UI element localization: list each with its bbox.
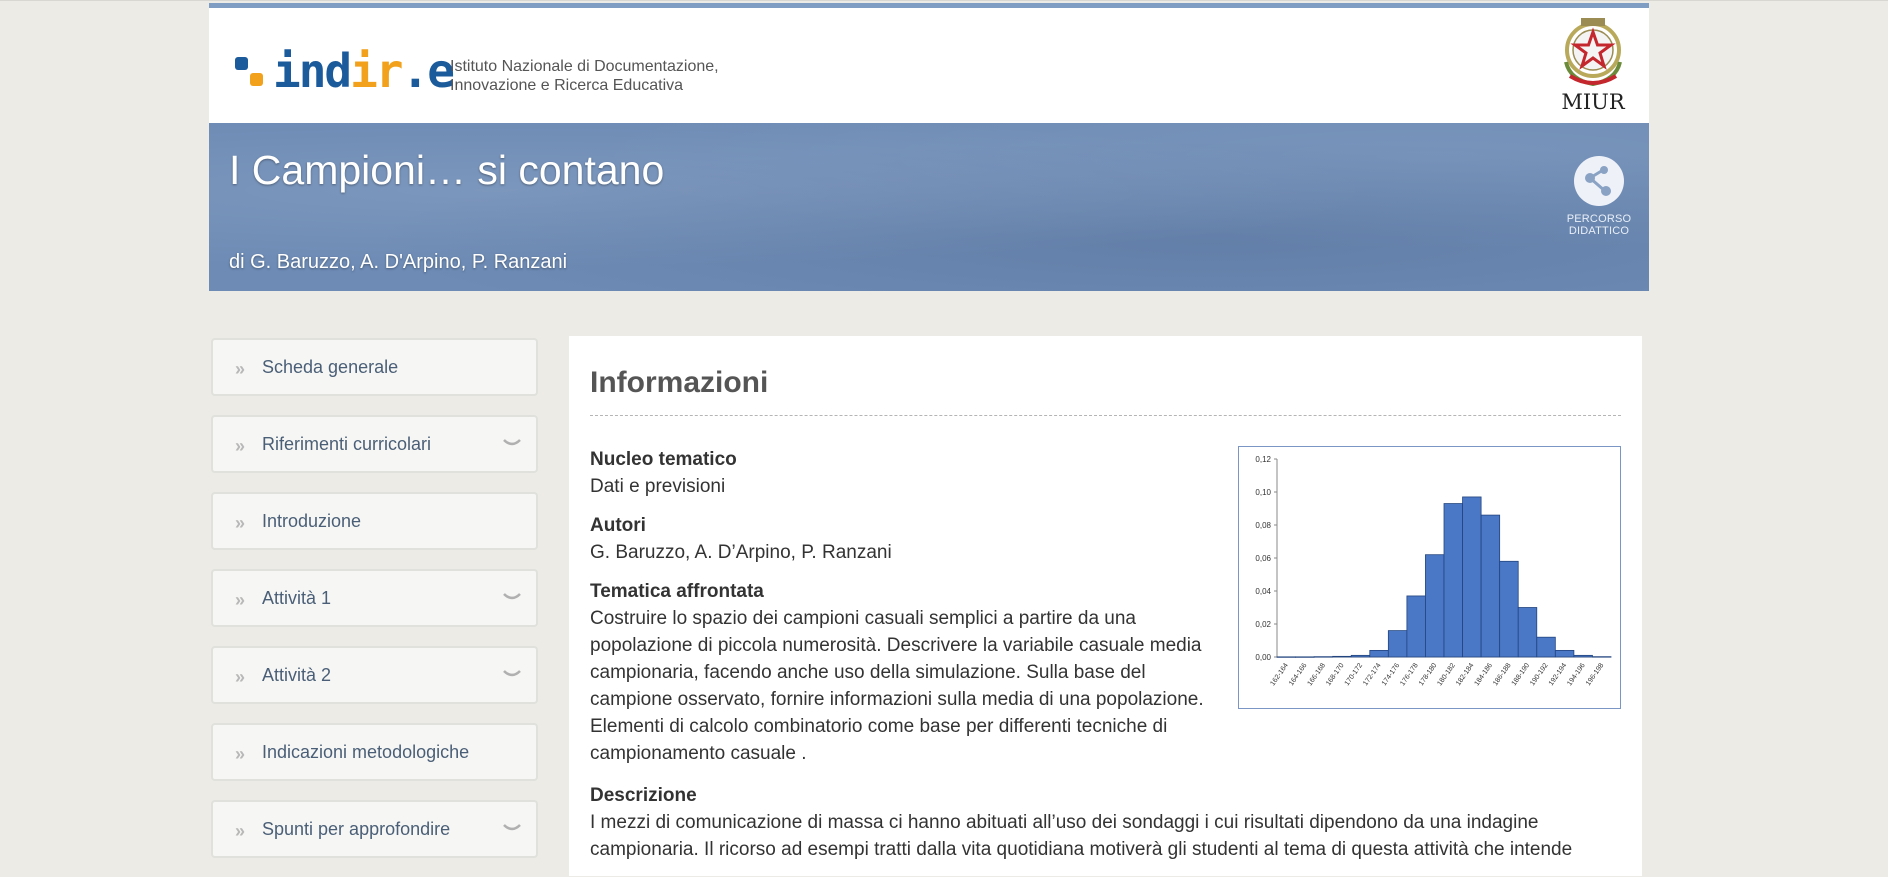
histogram-bar bbox=[1555, 650, 1574, 657]
x-tick-label: 194-196 bbox=[1566, 662, 1587, 688]
x-tick-label: 186-188 bbox=[1492, 662, 1513, 688]
section-title: Informazioni bbox=[590, 366, 769, 399]
histogram-bar bbox=[1425, 555, 1444, 657]
institute-line-2: Innovazione e Ricerca Educativa bbox=[450, 77, 684, 94]
x-tick-label: 184-186 bbox=[1473, 662, 1495, 688]
histogram-bar bbox=[1444, 504, 1463, 657]
double-chevron-right-icon: » bbox=[235, 359, 244, 379]
institute-name bbox=[450, 57, 719, 95]
histogram-bar bbox=[1351, 655, 1370, 657]
sidebar-item-label: Indicazioni metodologiche bbox=[262, 742, 470, 762]
y-tick-label: 0,00 bbox=[1255, 653, 1271, 662]
y-tick-label: 0,10 bbox=[1255, 488, 1271, 497]
descrizione-heading: Descrizione bbox=[590, 785, 697, 806]
chevron-down-icon[interactable] bbox=[503, 824, 521, 834]
sidebar-item-indicazioni-metodologiche[interactable] bbox=[211, 723, 538, 781]
y-tick-label: 0,04 bbox=[1255, 587, 1271, 596]
percorso-didattico-badge[interactable] bbox=[1563, 156, 1635, 237]
page-title: I Campioni… si contano bbox=[229, 147, 665, 193]
tematica-heading: Tematica affrontata bbox=[590, 581, 764, 602]
share-icon bbox=[1574, 156, 1624, 206]
autori bbox=[590, 512, 1230, 566]
histogram-bar bbox=[1333, 656, 1352, 657]
logo-wordmark: indir.e bbox=[273, 44, 453, 98]
sidebar-item-label: Attività 1 bbox=[262, 588, 332, 608]
sidebar-item-scheda-generale[interactable] bbox=[211, 338, 538, 396]
distribution-chart[interactable] bbox=[1238, 446, 1621, 709]
nucleo-value: Dati e previsioni bbox=[590, 476, 726, 497]
x-tick-label: 166-168 bbox=[1306, 662, 1328, 688]
main-content bbox=[569, 336, 1642, 876]
x-tick-label: 172-174 bbox=[1362, 662, 1383, 688]
sidebar-item-spunti-per-approfondire[interactable] bbox=[211, 800, 538, 858]
sidebar-item-label: Attività 2 bbox=[262, 665, 332, 685]
histogram-bar bbox=[1500, 561, 1519, 657]
histogram-bar bbox=[1463, 497, 1482, 657]
histogram-bar bbox=[1296, 657, 1315, 658]
x-tick-label: 176-178 bbox=[1399, 662, 1420, 688]
x-tick-label: 196-198 bbox=[1584, 662, 1606, 688]
y-tick-label: 0,02 bbox=[1255, 620, 1271, 629]
sidebar-item-attivita-1[interactable] bbox=[211, 569, 538, 627]
tematica-affrontata bbox=[590, 578, 1230, 767]
divider bbox=[590, 415, 1621, 416]
histogram-bar bbox=[1314, 657, 1333, 658]
double-chevron-right-icon: » bbox=[235, 821, 244, 841]
double-chevron-right-icon: » bbox=[235, 513, 244, 533]
chevron-down-icon[interactable] bbox=[503, 593, 521, 603]
nucleo-heading: Nucleo tematico bbox=[590, 449, 737, 470]
x-tick-label: 192-194 bbox=[1547, 662, 1569, 688]
x-tick-label: 180-182 bbox=[1436, 662, 1457, 688]
x-tick-label: 164-166 bbox=[1287, 662, 1309, 688]
autori-heading: Autori bbox=[590, 515, 646, 536]
histogram-bar bbox=[1592, 657, 1611, 658]
x-tick-label: 168-170 bbox=[1325, 662, 1346, 688]
top-border bbox=[0, 0, 1888, 1]
x-tick-label: 188-190 bbox=[1510, 662, 1532, 688]
histogram-chart bbox=[1239, 447, 1620, 708]
x-tick-label: 174-176 bbox=[1380, 662, 1402, 688]
emblem-icon bbox=[1556, 12, 1630, 92]
miur-label: MIUR bbox=[1561, 90, 1625, 114]
histogram-bar bbox=[1574, 655, 1593, 657]
sidebar-item-label: Riferimenti curricolari bbox=[262, 434, 432, 454]
y-tick-label: 0,06 bbox=[1255, 554, 1271, 563]
histogram-bar bbox=[1407, 596, 1426, 657]
x-tick-label: 170-172 bbox=[1343, 662, 1365, 688]
sidebar-nav bbox=[211, 338, 538, 877]
site-header bbox=[209, 3, 1649, 123]
sidebar-item-introduzione[interactable] bbox=[211, 492, 538, 550]
percorso-label: PERCORSO DIDATTICO bbox=[1566, 213, 1632, 237]
autori-value: G. Baruzzo, A. D’Arpino, P. Ranzani bbox=[590, 542, 892, 563]
banner-authors: di G. Baruzzo, A. D'Arpino, P. Ranzani bbox=[229, 251, 568, 273]
descrizione bbox=[590, 782, 1621, 863]
sidebar-item-label: Introduzione bbox=[262, 511, 362, 531]
x-tick-label: 178-180 bbox=[1417, 662, 1439, 688]
histogram-bar bbox=[1481, 515, 1500, 657]
double-chevron-right-icon: » bbox=[235, 436, 244, 456]
indire-logo[interactable] bbox=[235, 45, 453, 97]
chevron-down-icon[interactable] bbox=[503, 439, 521, 449]
histogram-bar bbox=[1388, 631, 1407, 657]
descrizione-value: I mezzi di comunicazione di massa ci hanno abituati all’uso dei sondaggi i cui risultati dipendono da una indagine campionaria. Il ricorso ad esempi tratti dalla vita quotidiana motiverà gli studenti al tema di questa attività che intende bbox=[590, 812, 1573, 860]
double-chevron-right-icon: » bbox=[235, 744, 244, 764]
histogram-bar bbox=[1537, 637, 1556, 657]
x-tick-label: 182-184 bbox=[1454, 662, 1476, 688]
miur-logo[interactable] bbox=[1555, 12, 1631, 114]
histogram-bar bbox=[1370, 650, 1389, 657]
y-tick-label: 0,12 bbox=[1255, 455, 1271, 464]
y-tick-label: 0,08 bbox=[1255, 521, 1271, 530]
sidebar-item-attivita-2[interactable] bbox=[211, 646, 538, 704]
sidebar-item-label: Spunti per approfondire bbox=[262, 819, 451, 839]
double-chevron-right-icon: » bbox=[235, 590, 244, 610]
institute-line-1: Istituto Nazionale di Documentazione, bbox=[450, 58, 719, 75]
sidebar-item-riferimenti-curricolari[interactable] bbox=[211, 415, 538, 473]
double-chevron-right-icon: » bbox=[235, 667, 244, 687]
histogram-bar bbox=[1518, 608, 1537, 658]
sidebar-item-label: Scheda generale bbox=[262, 357, 399, 377]
tematica-value: Costruire lo spazio dei campioni casuali semplici a partire da una popolazione di piccola numerosità. Descrivere la variabile casuale media campionaria, facendo anche uso della simulazione. Sulla base del campione osservato, fornire informazioni sulla media di una popolazione. Elementi di calcolo combinatorio come base per differenti tecniche di campionamento casuale . bbox=[590, 608, 1204, 764]
x-tick-label: 162-164 bbox=[1269, 662, 1290, 688]
info-details bbox=[590, 446, 1230, 779]
hero-banner bbox=[209, 123, 1649, 291]
x-tick-label: 190-192 bbox=[1529, 662, 1550, 688]
histogram-bar bbox=[1277, 657, 1296, 658]
logo-mark bbox=[235, 51, 269, 91]
chevron-down-icon[interactable] bbox=[503, 670, 521, 680]
nucleo-tematico bbox=[590, 446, 1230, 500]
